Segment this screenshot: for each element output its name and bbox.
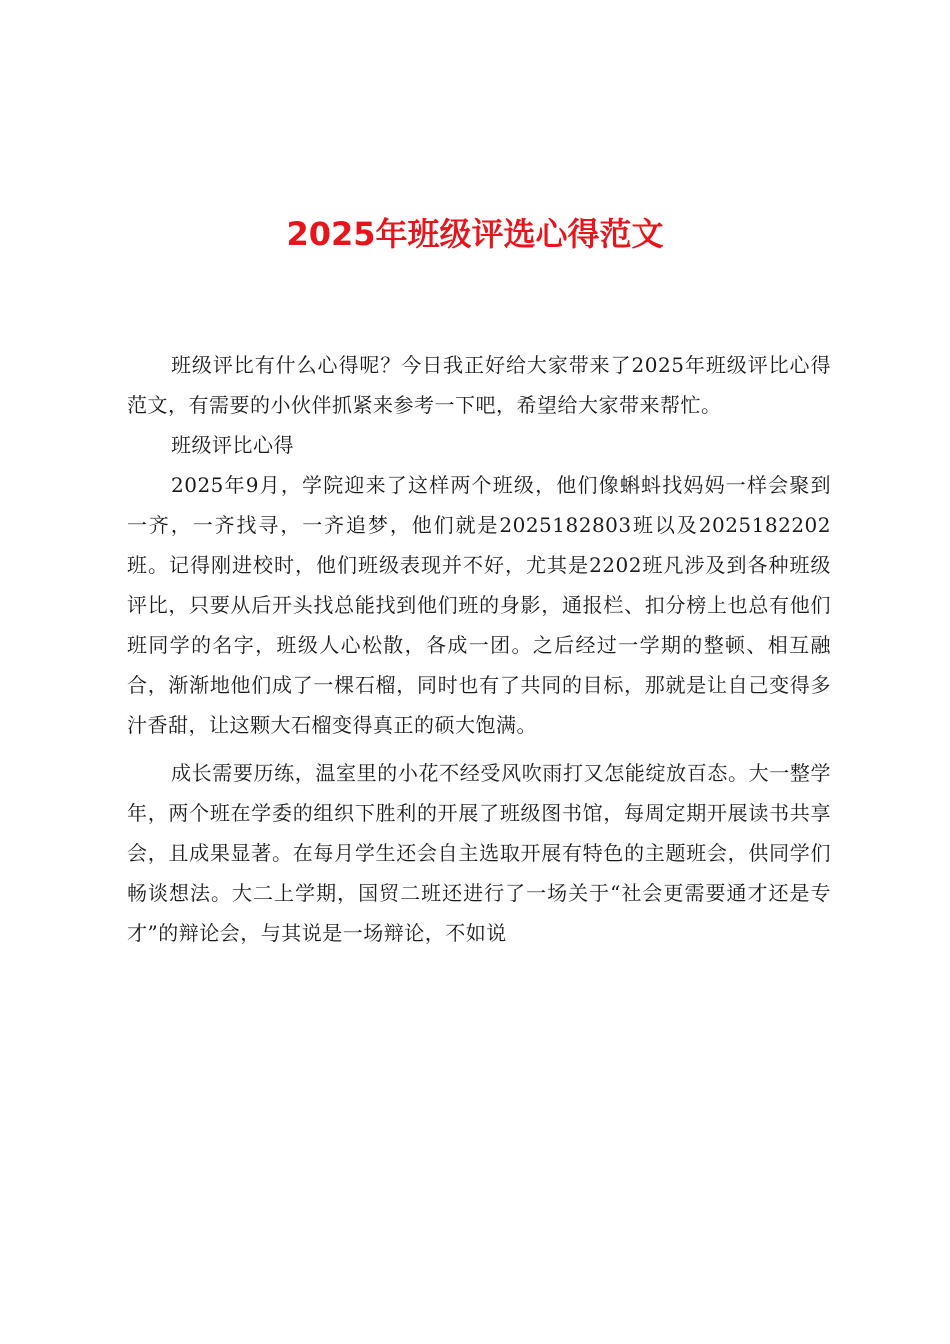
document-title: 2025年班级评选心得范文 [286,215,664,253]
body-paragraph-1: 2025年9月，学院迎来了这样两个班级，他们像蝌蚪找妈妈一样会聚到一齐，一齐找寻，一齐追梦，他们就是2025182803班以及2025182202班。记得刚进校时，他们班级表现并不好，尤其是2202班凡涉及到各种班级评比，只要从后开头找总能找到他们班的身影，通报栏、扣分榜上也总有他们班同学的名字，班级人心松散，各成一团。之后经过一学期的整顿、相互融合，渐渐地他们成了一棵石榴，同时也有了共同的目标，那就是让自己变得多汁香甜，让这颗大石榴变得真正的硕大饱满。 [127,473,831,737]
document-body [127,345,831,953]
intro-paragraph: 班级评比有什么心得呢？今日我正好给大家带来了2025年班级评比心得范文，有需要的小伙伴抓紧来参考一下吧，希望给大家带来帮忙。 [127,353,831,417]
body-paragraph-2: 成长需要历练，温室里的小花不经受风吹雨打又怎能绽放百态。大一整学年，两个班在学委的组织下胜利的开展了班级图书馆，每周定期开展读书共享会，且成果显著。在每月学生还会自主选取开展有特色的主题班会，供同学们畅谈想法。大二上学期，国贸二班还进行了一场关于“社会更需要通才还是专才”的辩论会，与其说是一场辩论，不如说 [127,761,831,945]
section-heading: 班级评比心得 [171,433,294,457]
